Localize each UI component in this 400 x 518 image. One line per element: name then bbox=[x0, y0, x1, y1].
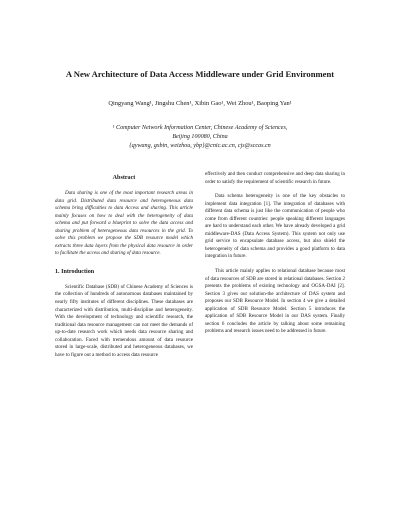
abstract-text: Data sharing is one of the most important research areas in data grid. Distributed data resource and heterogeneous data schema bring difficulties to data Access and sharing. This article mainly focuses on how to deal with the heterogeneity of data schema and put forward a blueprint to solve the data access and sharing problem of heterogeneous data resources in the grid. To solve this problem we propose the SDB resource model which extracts three data layers from the physical data resource in order to facilitate the access and sharing of data resource. bbox=[55, 190, 193, 257]
abstract-heading: Abstract bbox=[112, 175, 136, 181]
left-column bbox=[55, 171, 193, 366]
affiliation-city: Beijing 100080, China bbox=[172, 134, 228, 140]
paper-title: A New Architecture of Data Access Middleware under Grid Environment bbox=[65, 69, 335, 79]
affiliation-institution: ¹ Computer Network Information Center, Chinese Academy of Sciences, bbox=[112, 125, 288, 131]
introduction-paragraph-1-continued: effectively and then conduct comprehensive and deep data sharing in order to satisfy the requirement of scientific research in future. bbox=[205, 171, 345, 185]
introduction-heading: 1. Introduction bbox=[55, 268, 95, 275]
right-column bbox=[205, 171, 345, 343]
author-list: Qingyang Wang¹, Jingshu Chen¹, Xibin Gao¹, Wei Zhou¹, Baoping Yan¹ bbox=[108, 100, 292, 107]
affiliation-emails: {qywang, gxbin, weizhou, ybp}@cnic.ac.cn, cjs@sccas.cn bbox=[129, 143, 271, 149]
affiliation-block bbox=[0, 124, 400, 151]
introduction-paragraph-2: Data schema heterogeneity is one of the key obstacles to implement data integration [1]. The integration of databases with different data schema is just like the communication of people who come from different countries: people speaking different languages are hard to understand each other. We have already developed a grid middleware-DAS (Data Access System). This system not only use grid service to encapsulate database access, but also shield the heterogeneity of data schema and provides a good platform to data integration in future. bbox=[205, 193, 345, 260]
introduction-paragraph-1: Scientific Database (SDB) of Chinese Academy of Sciences is the collection of hundreds of autonomous databases maintained by nearly fifty institutes of different disciplines. These databases are characterized with distribution, multi-discipline and heterogeneity. With the development of technology and scientific research, the traditional data resource management can not meet the demands of up-to-date research work which needs data resource sharing and collaboration. Faced with tremendous amount of data resource stored in large-scale, distributed and heterogeneous databases, we have to figure out a method to access data resource bbox=[55, 283, 193, 358]
introduction-paragraph-3: This article mainly applies to relational database because most of data resources of SDB are stored in relational databases. Section 2 presents the problems of existing technology and OGSA-DAI [2]. Section 3 gives our solution-the architecture of DAS system and proposes our SDB Resource Model. In section 4 we give a detailed application of SDB Resource Model. Section 5 introduces the application of SDB Resource Model in our DAS system. Finally section 6 concludes the article by talking about some remaining problems and research issues need to be addressed in future. bbox=[205, 268, 345, 335]
